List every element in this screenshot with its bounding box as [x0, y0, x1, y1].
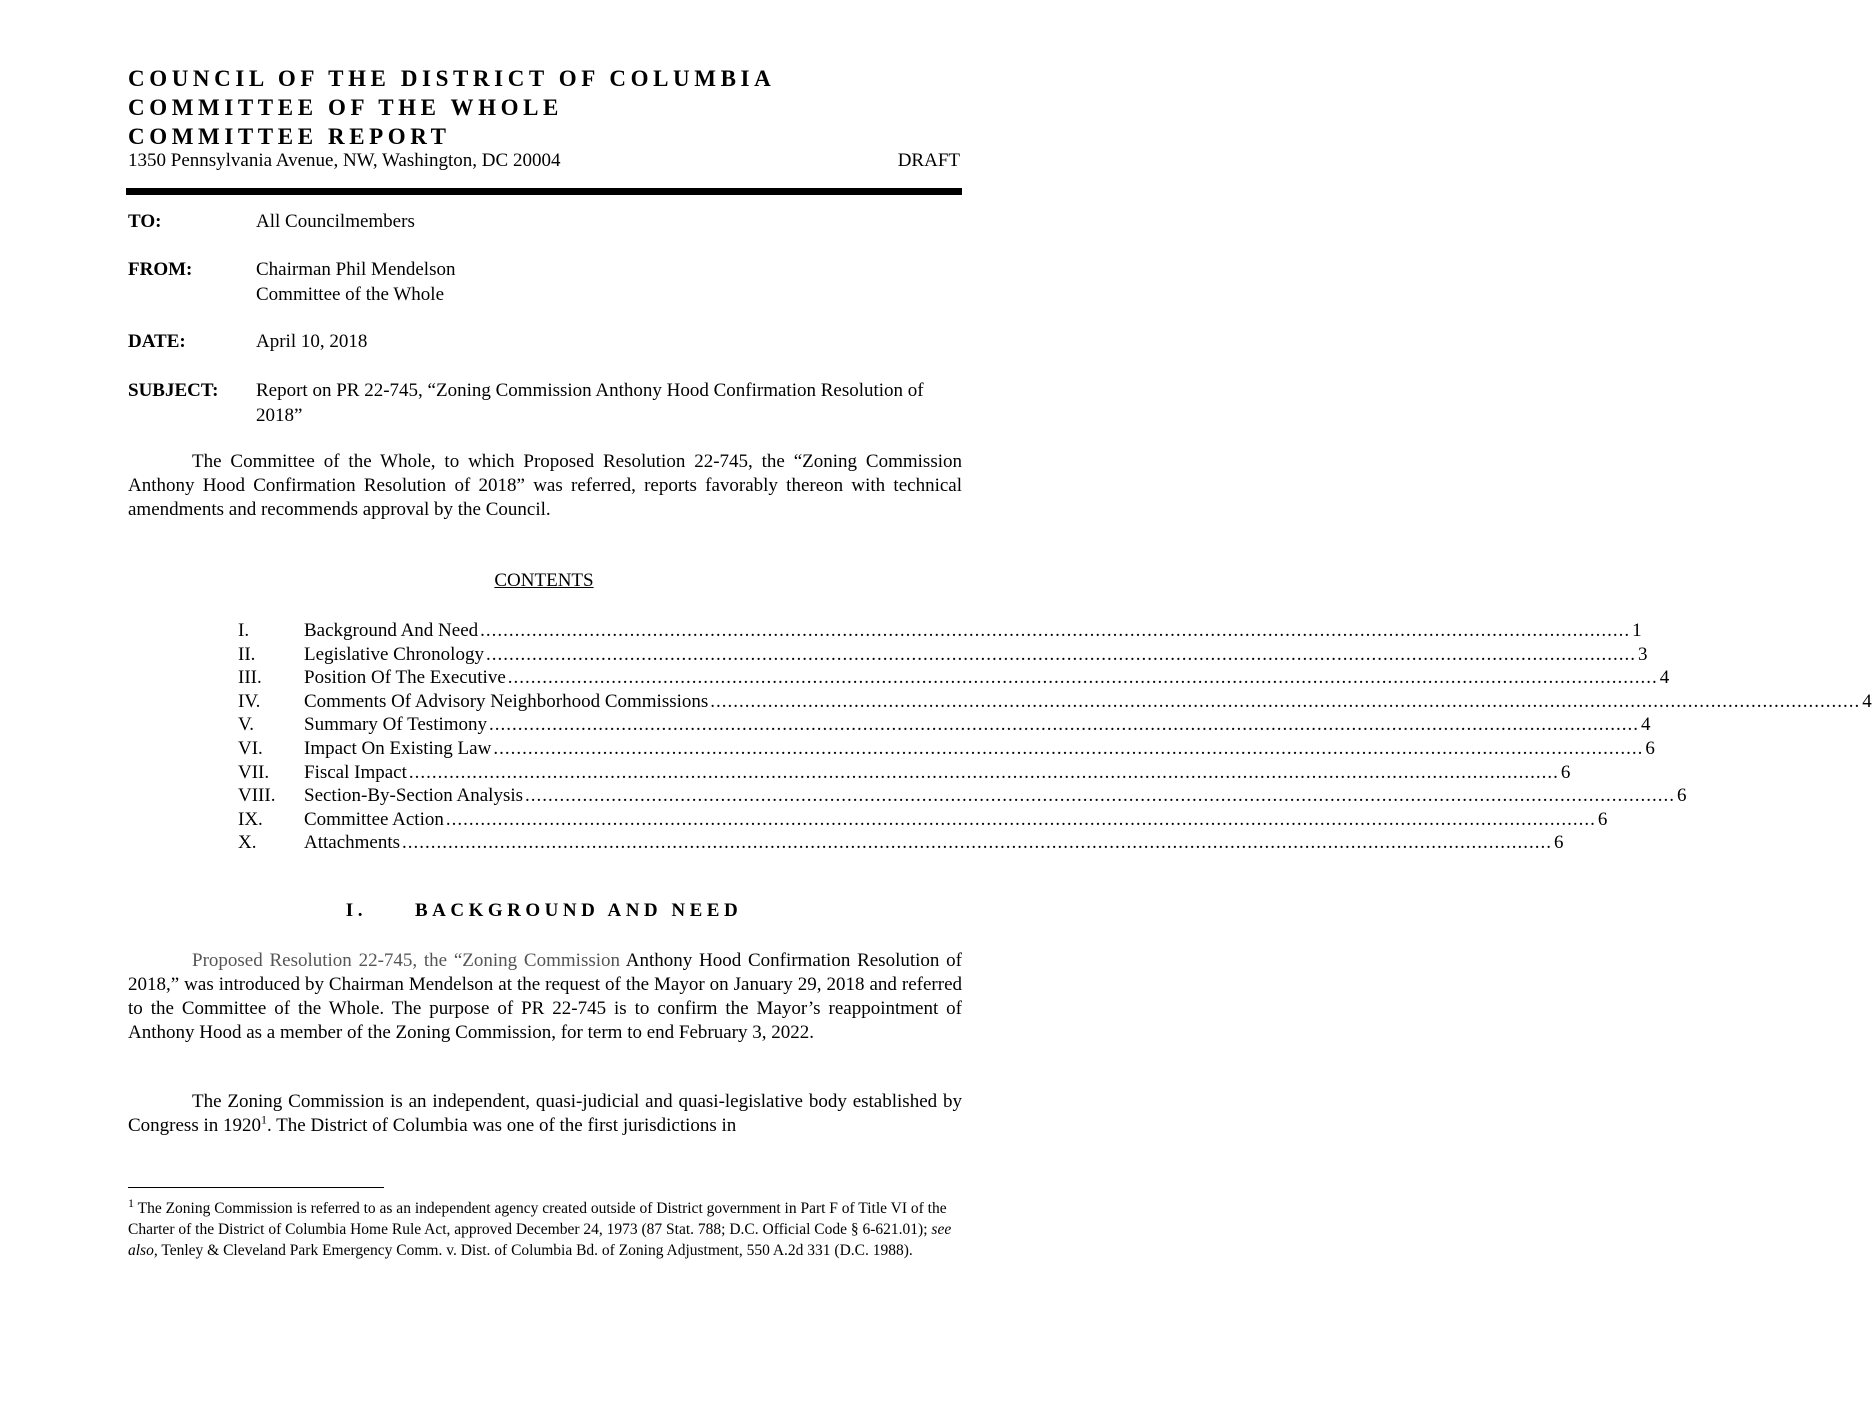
toc-item-page: 4	[1641, 714, 1651, 736]
toc-leader-dots: ........................................................................................................................................................................................................	[480, 620, 1631, 641]
footnote-reference[interactable]: 1	[261, 1112, 267, 1127]
background-paragraph-2	[128, 1090, 962, 1138]
toc-item-number: II.	[238, 643, 256, 665]
paragraph-2-tail: . The District of Columbia was one of the first jurisdictions in	[267, 1115, 737, 1136]
section-heading	[0, 900, 1088, 922]
paragraph-2-body: The Zoning Commission is an independent, quasi-judicial and quasi-legislative body established by Congress in 1920	[128, 1091, 962, 1136]
from-value-name: Chairman Phil Mendelson	[256, 259, 456, 280]
toc-item-page: 6	[1597, 808, 1608, 830]
toc-item-number: VI.	[238, 737, 263, 759]
footnote-text: The Zoning Commission is referred to as an independent agency created outside of District government in Part F of Title VI of the Charter of the District of Columbia Home Rule Act, approved December 24, 1973 (87 Stat. 788; D.C. Official Code § 6-621.01);	[128, 1200, 947, 1238]
footnote-citation: , Tenley & Cleveland Park Emergency Comm. v. Dist. of Columbia Bd. of Zoning Adjustment, 550 A.2d 331 (D.C. 1988).	[153, 1242, 913, 1259]
subject-label: SUBJECT:	[128, 380, 219, 401]
toc-item-title: Section-By-Section Analysis	[304, 785, 524, 807]
toc-leader-dots: ........................................................................................................................................................................................................	[408, 761, 1559, 783]
committee-title: COMMITTEE OF THE WHOLE	[128, 95, 563, 120]
toc-item-title: Fiscal Impact	[304, 761, 407, 783]
draft-status: DRAFT	[897, 150, 960, 171]
background-paragraph-1	[128, 949, 962, 1045]
contents-title: CONTENTS	[494, 570, 594, 591]
toc-item-number: X.	[238, 832, 257, 854]
header-rule	[126, 188, 962, 195]
from-value-committee: Committee of the Whole	[256, 284, 445, 305]
toc-item[interactable]	[238, 737, 1655, 762]
toc-item-number: V.	[238, 714, 255, 736]
footnote-emphasis: see also	[128, 1221, 952, 1259]
toc-item[interactable]	[238, 714, 1651, 738]
toc-item[interactable]	[238, 620, 1642, 644]
toc-item-page: 4	[1659, 667, 1670, 689]
toc-item[interactable]	[238, 808, 1608, 833]
toc-item-title: Attachments	[304, 832, 401, 854]
toc-item[interactable]	[238, 690, 1872, 715]
section-number: I.	[345, 900, 367, 921]
table-of-contents	[238, 620, 1872, 856]
toc-leader-dots: ........................................................................................................................................................................................................	[493, 737, 1644, 759]
footnote	[128, 1195, 962, 1261]
footnote-marker: 1	[128, 1195, 134, 1210]
subject-value: Report on PR 22-745, “Zoning Commission Anthony Hood Confirmation Resolution of 2018”	[256, 380, 924, 426]
toc-item-page: 4	[1862, 690, 1872, 712]
date-label: DATE:	[128, 331, 186, 352]
report-title: COMMITTEE REPORT	[128, 124, 451, 149]
toc-item[interactable]	[238, 761, 1571, 786]
toc-item-title: Impact On Existing Law	[304, 737, 492, 759]
toc-item[interactable]	[238, 785, 1687, 809]
date-value: April 10, 2018	[256, 331, 368, 352]
to-label: TO:	[128, 211, 162, 232]
toc-item-number: VIII.	[238, 785, 276, 807]
from-label: FROM:	[128, 259, 193, 280]
toc-item[interactable]	[238, 667, 1670, 691]
toc-item-page: 6	[1560, 761, 1571, 783]
intro-paragraph: The Committee of the Whole, to which Proposed Resolution 22-745, the “Zoning Commission Anthony Hood Confirmation Resolution of 2018” was referred, reports favorably thereon with technical amendments and recommends approval by the Council.	[128, 451, 962, 520]
toc-item-page: 6	[1677, 785, 1687, 807]
paragraph-1-body: Anthony Hood Confirmation Resolution of 2018,” was introduced by Chairman Mendelson at the request of the Mayor on January 29, 2018 and referred to the Committee of the Whole. The purpose of PR 22-745 is to confirm the Mayor’s reappointment of Anthony Hood as a member of the Zoning Commission, for term to end February 3, 2022.	[128, 950, 962, 1043]
toc-leader-dots: ........................................................................................................................................................................................................	[525, 785, 1676, 807]
toc-leader-dots: ........................................................................................................................................................................................................	[507, 667, 1658, 689]
toc-item-number: IX.	[238, 808, 263, 830]
paragraph-1-lead: Proposed Resolution 22-745, the “Zoning Commission	[192, 950, 621, 971]
toc-item-number: IV.	[238, 690, 261, 712]
toc-item-title: Legislative Chronology	[304, 643, 484, 665]
to-value: All Councilmembers	[256, 211, 415, 232]
toc-item-number: III.	[238, 667, 262, 689]
toc-item-title: Summary Of Testimony	[304, 714, 488, 736]
address: 1350 Pennsylvania Avenue, NW, Washington, DC 20004	[128, 150, 561, 171]
toc-item-page: 6	[1554, 832, 1564, 854]
toc-item[interactable]	[238, 832, 1564, 856]
toc-item-number: I.	[238, 620, 250, 641]
footnote-rule	[128, 1187, 384, 1188]
toc-item-page: 6	[1645, 737, 1655, 759]
council-title: COUNCIL OF THE DISTRICT OF COLUMBIA	[128, 66, 776, 91]
section-title: BACKGROUND AND NEED	[414, 900, 743, 921]
toc-item-page: 1	[1632, 620, 1642, 641]
toc-item-page: 3	[1637, 643, 1648, 665]
toc-leader-dots: ........................................................................................................................................................................................................	[402, 832, 1553, 854]
toc-item-number: VII.	[238, 761, 270, 783]
toc-item-title: Position Of The Executive	[304, 667, 506, 689]
toc-item[interactable]	[238, 643, 1648, 668]
toc-leader-dots: ........................................................................................................................................................................................................	[485, 643, 1636, 665]
toc-item-title: Committee Action	[304, 808, 444, 830]
toc-leader-dots: ........................................................................................................................................................................................................	[710, 690, 1861, 712]
toc-item-title: Comments Of Advisory Neighborhood Commissions	[304, 690, 709, 712]
toc-item-title: Background And Need	[304, 620, 479, 641]
toc-leader-dots: ........................................................................................................................................................................................................	[445, 808, 1596, 830]
toc-leader-dots: ........................................................................................................................................................................................................	[489, 714, 1640, 736]
